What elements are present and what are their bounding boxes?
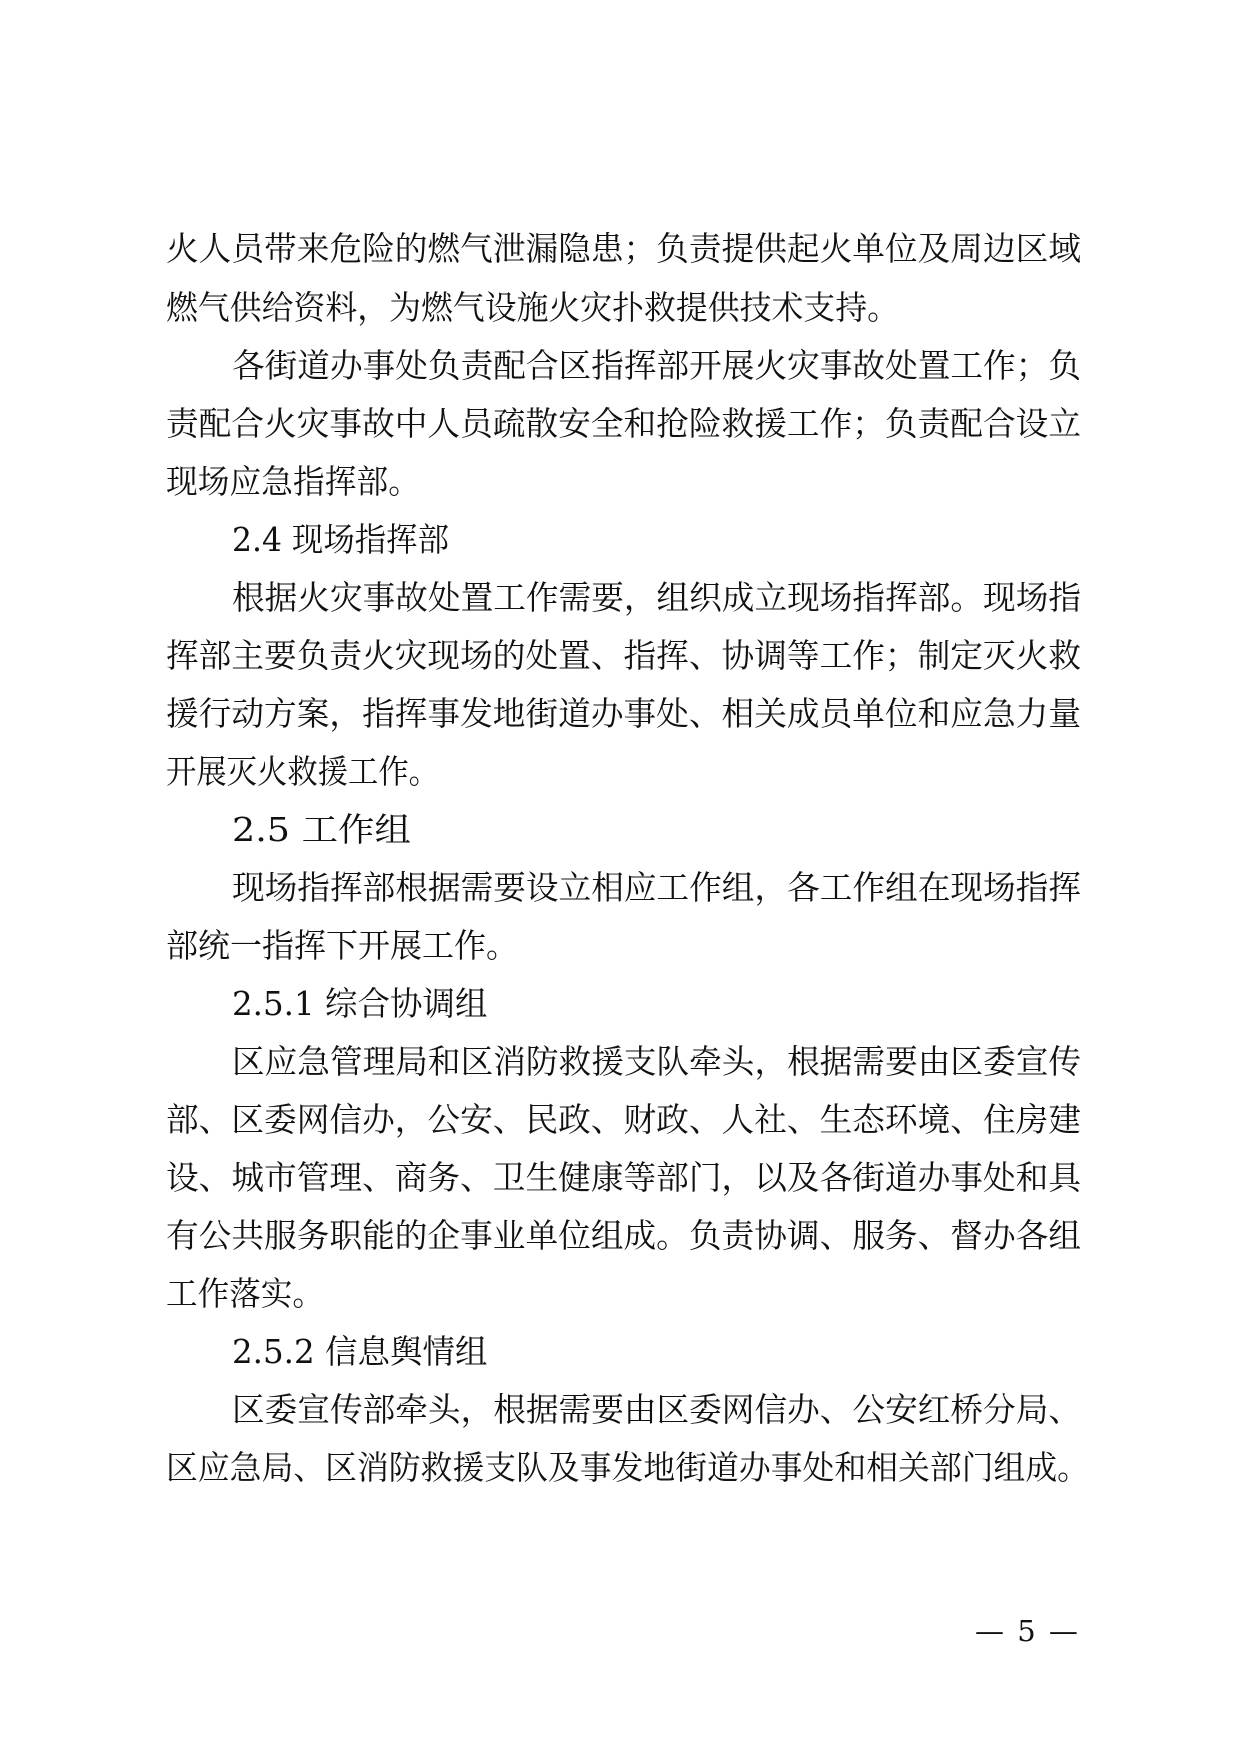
section-heading-2-5-2: 2.5.2 信息舆情组 (232, 1332, 488, 1371)
body-line-15: 区应急管理局和区消防救援支队牵头，根据需要由区委宣传 (232, 1042, 1081, 1081)
section-heading-2-4: 2.4 现场指挥部 (232, 520, 449, 559)
section-heading-2-5: 2.5 工作组 (232, 810, 411, 849)
body-line-18: 有公共服务职能的企事业单位组成。负责协调、服务、督办各组 (166, 1216, 1081, 1255)
body-line-1: 火人员带来危险的燃气泄漏隐患；负责提供起火单位及周边区域 (166, 229, 1081, 268)
body-line-21: 区委宣传部牵头，根据需要由区委网信办、公安红桥分局、 (232, 1390, 1081, 1429)
body-line-9: 援行动方案，指挥事发地街道办事处、相关成员单位和应急力量 (166, 694, 1081, 733)
body-line-13: 部统一指挥下开展工作。 (166, 926, 518, 965)
body-line-5: 现场应急指挥部。 (166, 462, 420, 501)
body-line-12: 现场指挥部根据需要设立相应工作组，各工作组在现场指挥 (232, 868, 1081, 907)
body-line-2: 燃气供给资料，为燃气设施火灾扑救提供技术支持。 (166, 288, 899, 327)
body-line-3: 各街道办事处负责配合区指挥部开展火灾事故处置工作；负 (232, 346, 1081, 385)
body-line-10: 开展灭火救援工作。 (166, 752, 439, 791)
body-line-19: 工作落实。 (166, 1274, 324, 1313)
body-line-4: 责配合火灾事故中人员疏散安全和抢险救援工作；负责配合设立 (166, 404, 1081, 443)
body-line-7: 根据火灾事故处置工作需要，组织成立现场指挥部。现场指 (232, 578, 1081, 617)
body-line-8: 挥部主要负责火灾现场的处置、指挥、协调等工作；制定灭火救 (166, 636, 1081, 675)
page-number: — 5 — (975, 1614, 1080, 1648)
section-heading-2-5-1: 2.5.1 综合协调组 (232, 984, 488, 1023)
body-line-16: 部、区委网信办，公安、民政、财政、人社、生态环境、住房建 (166, 1100, 1081, 1139)
body-line-17: 设、城市管理、商务、卫生健康等部门，以及各街道办事处和具 (166, 1158, 1081, 1197)
body-line-22: 区应急局、区消防救援支队及事发地街道办事处和相关部门组成。 (166, 1448, 1089, 1487)
